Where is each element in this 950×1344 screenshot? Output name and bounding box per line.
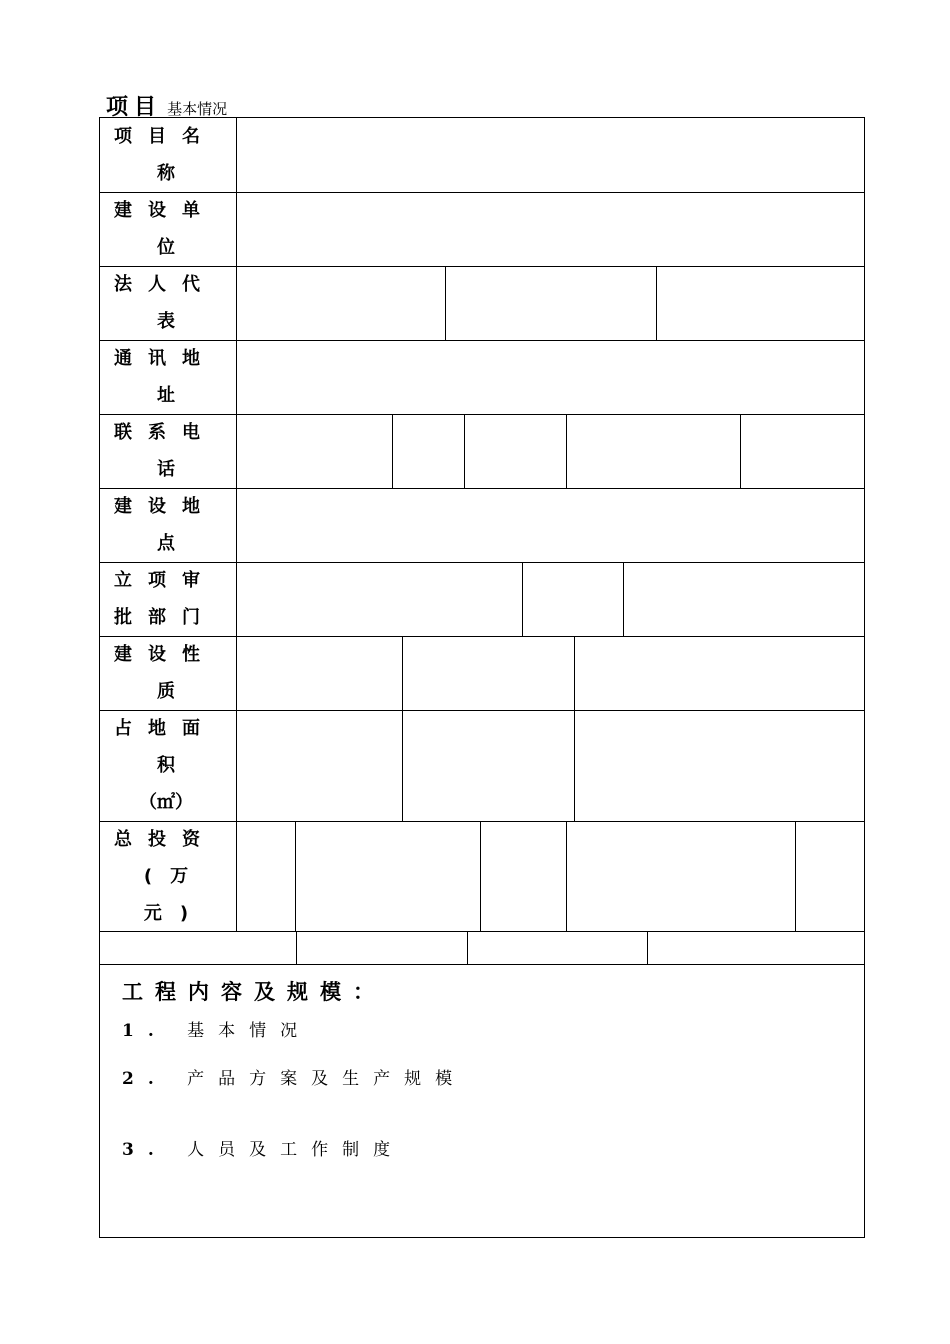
cell-divider: [480, 821, 481, 931]
label-line: 建设单: [114, 200, 216, 221]
label-line: ( 万: [143, 866, 189, 887]
page-title-sub: 基本情况: [167, 100, 228, 118]
label-line: 积: [157, 755, 175, 776]
label-land-area: [114, 710, 224, 821]
cell-divider: [647, 931, 648, 964]
content-heading: 工程内容及规模：: [122, 980, 386, 1004]
label-line: 项目名: [114, 126, 216, 147]
cell-divider: [740, 414, 741, 488]
label-line: 占地面: [114, 718, 216, 739]
label-contact-phone: [114, 414, 224, 488]
label-construction-unit: [114, 192, 224, 266]
label-line: 总投资: [114, 829, 216, 850]
content-item: [122, 1016, 311, 1041]
project-info-table: [99, 117, 865, 1238]
label-construction-nature: [114, 636, 224, 710]
label-line: 建设性: [114, 644, 216, 665]
label-line: 称: [157, 163, 175, 184]
cell-divider: [566, 414, 567, 488]
cell-divider: [445, 266, 446, 340]
label-line: 质: [157, 681, 175, 702]
label-line: （㎡）: [139, 792, 193, 813]
label-legal-representative: [114, 266, 224, 340]
project-content-section: [122, 976, 467, 1160]
item-number: 3.: [122, 1140, 168, 1160]
label-line: 表: [157, 311, 175, 332]
cell-divider: [467, 931, 468, 964]
label-line: 法人代: [114, 274, 216, 295]
cell-divider: [295, 821, 296, 931]
label-column-divider: [236, 118, 237, 931]
cell-divider: [522, 562, 523, 636]
cell-divider: [795, 821, 796, 931]
label-project-name: [114, 118, 224, 192]
label-line: 元 ): [143, 903, 189, 924]
label-line: 立项审: [114, 570, 216, 591]
label-line: 通讯地: [114, 348, 216, 369]
page-title-main: 项目: [106, 95, 163, 120]
cell-divider: [656, 266, 657, 340]
cell-divider: [296, 931, 297, 964]
item-number: 2.: [122, 1069, 168, 1089]
label-mailing-address: [114, 340, 224, 414]
item-text: 人员及工作制度: [187, 1140, 405, 1160]
cell-divider: [402, 636, 403, 821]
content-item: [122, 1135, 404, 1160]
label-line: 位: [157, 237, 175, 258]
cell-divider: [566, 821, 567, 931]
label-line: 话: [157, 459, 175, 480]
row-divider: [100, 964, 864, 965]
label-approval-department: [114, 562, 224, 636]
label-line: 址: [157, 385, 175, 406]
cell-divider: [392, 414, 393, 488]
label-total-investment: [114, 821, 224, 932]
label-construction-site: [114, 488, 224, 562]
cell-divider: [574, 636, 575, 821]
cell-divider: [623, 562, 624, 636]
label-line: 联系电: [114, 422, 216, 443]
item-number: 1.: [122, 1021, 168, 1041]
label-line: 建设地: [114, 496, 216, 517]
label-line: 点: [157, 533, 175, 554]
item-text: 产品方案及生产规模: [187, 1069, 467, 1089]
label-line: 批部门: [114, 607, 216, 628]
cell-divider: [464, 414, 465, 488]
item-text: 基本情况: [187, 1021, 312, 1041]
content-item: [122, 1064, 466, 1089]
